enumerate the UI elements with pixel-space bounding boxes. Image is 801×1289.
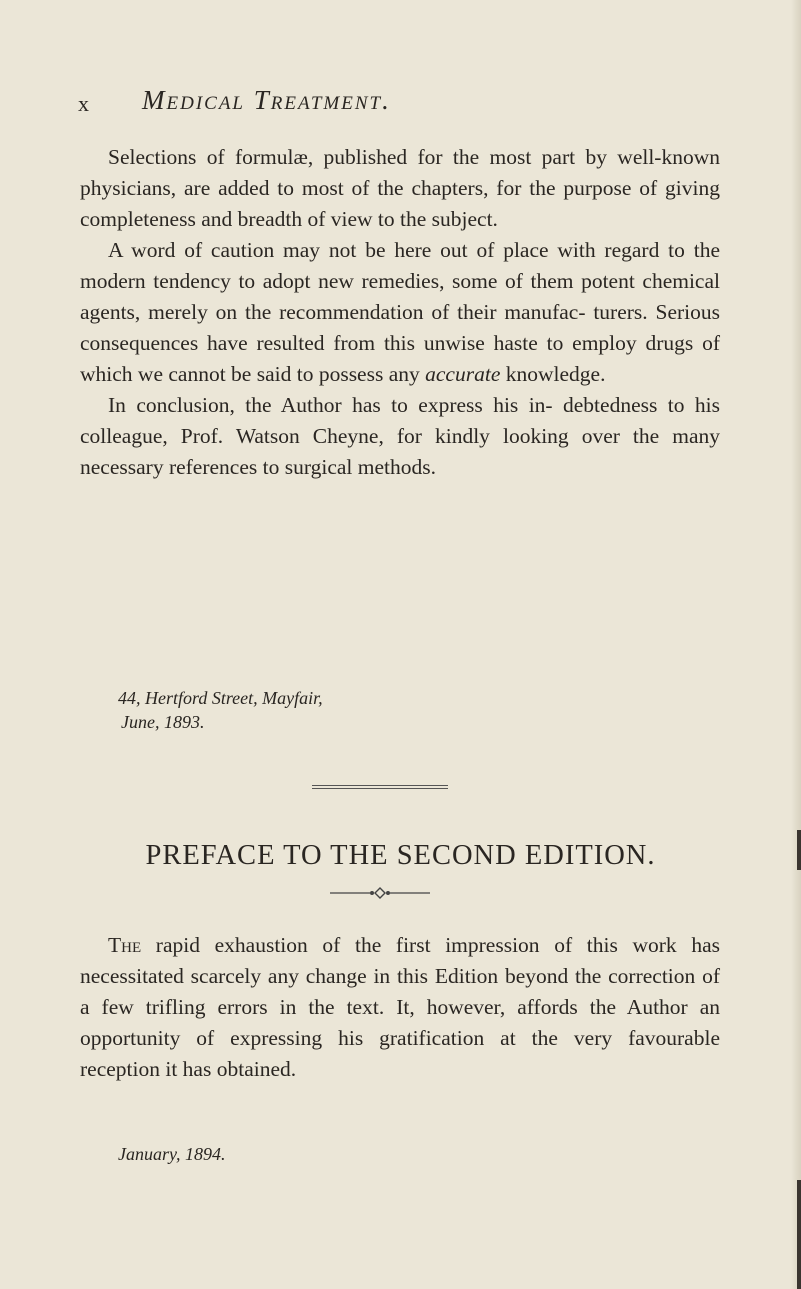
paragraph	[80, 235, 720, 390]
page-number: x	[78, 91, 90, 116]
paragraph-text: A word of caution may not be here out of place with regard to the modern tendency to adopt new remedies, some of them potent chemical agents, merely on the recommendation of their manufac- turers. Serious consequences have resulted from this unwise haste to employ drugs of which we cannot be	[80, 238, 720, 386]
lead-word: The	[108, 933, 142, 957]
paragraph	[80, 930, 720, 1085]
author-address	[118, 686, 323, 734]
paragraph: In conclusion, the Author has to express his in- debtedness to his colleague, Prof. Watson Cheyne, for kindly looking over the many necessary references to surgical methods.	[80, 393, 720, 479]
preface-second-body	[80, 930, 720, 1085]
edition-date: January, 1894.	[118, 1144, 226, 1164]
preface-first-body	[80, 142, 720, 483]
address-line: 44, Hertford Street, Mayfair,	[118, 688, 323, 708]
page-header	[0, 85, 801, 125]
ornament-divider	[330, 885, 430, 901]
paragraph-text: knowledge.	[500, 362, 606, 386]
running-title: Medical Treatment.	[142, 85, 391, 115]
address-date: June, 1893.	[121, 712, 205, 732]
paragraph-text: said to possess any	[256, 362, 426, 386]
section-title: PREFACE TO THE SECOND EDITION.	[145, 840, 656, 871]
page-edge	[791, 0, 801, 1289]
emphasis-text: accurate	[425, 362, 501, 386]
paragraph: Selections of formulæ, published for the most part by well-known physicians, are added to most of the chapters, for the purpose of giving completeness and breadth of view to the subject.	[80, 145, 720, 231]
paragraph-text: rapid exhaustion of the first impression of this work has necessitated scarcely any change in this Edition beyond the correction of a few trifling errors in the text. It, however, affords the Author an opportunity of expressing his gratification at the very favourable reception it has obtained.	[80, 933, 720, 1081]
section-divider	[312, 785, 448, 791]
edge-mark	[797, 1180, 801, 1289]
